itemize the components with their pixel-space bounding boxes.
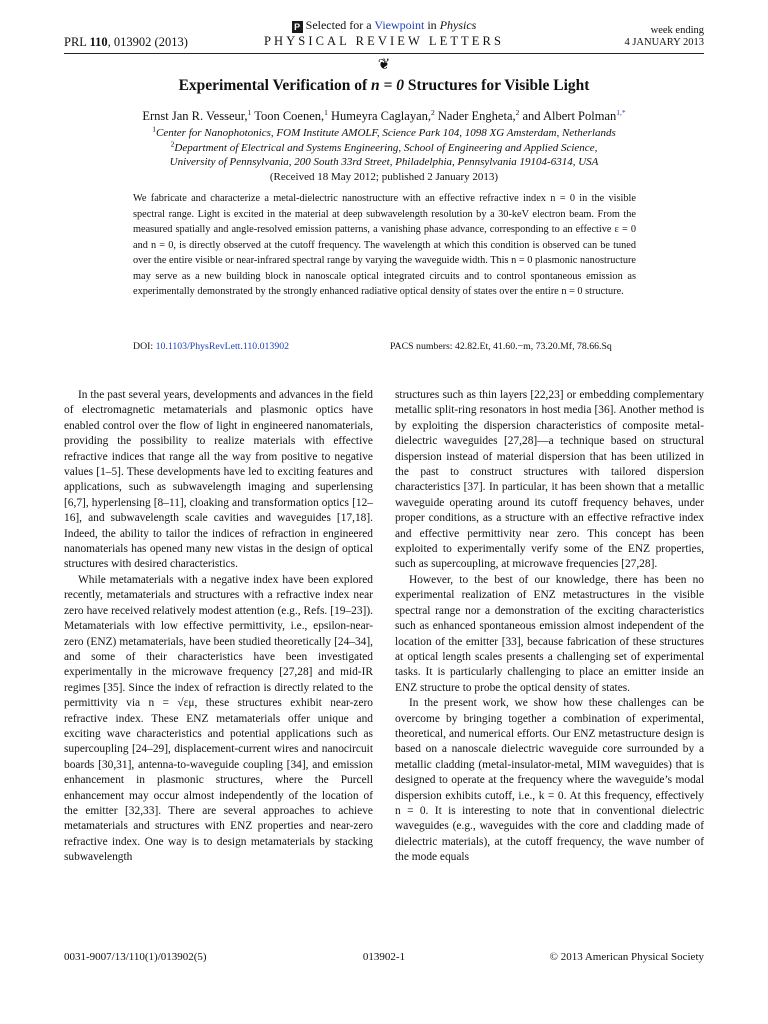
- pacs-numbers: PACS numbers: 42.82.Et, 41.60.−m, 73.20.Mf, 78.66.Sq: [390, 341, 612, 352]
- title-math: n = 0: [371, 77, 404, 94]
- citation-rest: , 013902 (2013): [107, 35, 188, 49]
- page-number: 013902-1: [362, 951, 406, 963]
- doi-link[interactable]: 10.1103/PhysRevLett.110.013902: [155, 341, 290, 352]
- selected-prefix: Selected for a: [305, 18, 375, 32]
- author-affil-sup: 1: [324, 107, 328, 117]
- author-name: and Albert Polman: [519, 109, 617, 123]
- article-title: [0, 77, 768, 95]
- body-paragraph: However, to the best of our knowledge, there has been no experimental realization of ENZ metastructures in the visible spectral range nor a demonstration of the exciting characteristics such as enhanced spontaneous emission almost independent of the location of the emitter [33], because fabrication of these structures at optical length scales presents a challenging set of experimental tasks. It is particularly challenging to place an emitter inside an ENZ structure to probe the optical density of states.: [395, 573, 704, 694]
- author-name: Humeyra Caglayan,: [327, 109, 431, 123]
- title-pre: Experimental Verification of: [178, 77, 372, 94]
- prl-logo-icon: P: [292, 21, 303, 33]
- affiliation-line: $^2$Department of Electrical and Systems Engineering, School of Engineering and Applied Science,: [170, 138, 598, 154]
- citation-volume: 110: [89, 35, 108, 49]
- week-ending: [624, 25, 704, 49]
- author-name: Toon Coenen,: [251, 109, 325, 123]
- week-ending-date: 4 JANUARY 2013: [624, 37, 704, 48]
- author-list: [0, 109, 768, 124]
- body-paragraph: While metamaterials with a negative index have been explored recently, metamaterials and structures with a refractive index near zero have received relatively modest attention (e.g., Refs. [19–23]). Metamaterials with low effective permittivity, i.e., epsilon-near-zero (ENZ) metamaterials, have been studied theoretically [24–34], and some of their characteristics have been investigated experimentally in the microwave frequency [27,28] and mid-IR regimes [35]. Since the index of refraction is directly related to the permittivity via n = √εμ, these structures exhibit near-zero refractive index. These ENZ metamaterials offer unique and exciting wave characteristics and potential applications such as supercoupling [24–29], displacement-current wires and nanocircuit boards [30,31], antenna-to-waveguide coupling [34], and emission enhancement in plasmonic structures, where the Purcell enhancement may occur almost independently of the location of the emitter [32,33]. There are several approaches to achieve metamaterials and structures with ENZ properties and near-zero refractive index. One way is to design metamaterials by stacking subwavelength: [64, 573, 373, 864]
- received-dates: (Received 18 May 2012; published 2 January 2013): [269, 170, 499, 183]
- copyright: © 2013 American Physical Society: [549, 951, 704, 963]
- journal-name: PHYSICAL REVIEW LETTERS: [263, 34, 505, 48]
- doi-label: DOI:: [133, 341, 156, 352]
- author-name: Nader Engheta,: [434, 109, 516, 123]
- author-affil-sup: 2: [431, 107, 435, 117]
- selected-in: in: [424, 18, 440, 32]
- body-paragraph: In the present work, we show how these challenges can be overcome by bringing together a combination of experimental, theoretical, and numerical efforts. Our ENZ metastructure design is based on a nanoscale dielectric waveguide core surrounded by a metallic cladding (metal-insulator-metal, MIM waveguides) that is designed to operate at the frequency where the waveguide’s modal dispersion exhibits cutoff, i.e., k = 0. At this frequency, effectively n = 0. It is interesting to note that in conventional dielectric waveguides (e.g., waveguides with the core and cladding made of dielectric materials), at the cutoff frequency, the wave number of the mode equals: [395, 697, 704, 864]
- fleuron-icon: ❦: [377, 57, 391, 73]
- author-affil-sup[interactable]: 1,*: [616, 107, 626, 117]
- author-name: Ernst Jan R. Vesseur,: [142, 109, 248, 123]
- body-paragraph: structures such as thin layers [22,23] or embedding complementary metallic split-ring resonators in host media [36]. Another method is by exploiting the dispersion characteristics of composite metal-dielectric waveguides [27,28]—a technique based on structural dispersion instead of material dispersion that has been utilized in the past to construct structures with tailored dispersion characteristics [37]. In particular, it has been shown that a metallic waveguide operating around its cutoff frequency behaves, under proper conditions, as a structure with an effective refractive index and effective permittivity near zero. This concept has been exploited to experimentally verify some of the ENZ properties, such as supercoupling, at microwave frequencies [27,28].: [395, 389, 704, 571]
- viewpoint-link[interactable]: Viewpoint: [374, 18, 425, 32]
- header-divider: [64, 53, 704, 54]
- citation-prefix: PRL: [64, 35, 90, 49]
- issn-code: 0031-9007/13/110(1)/013902(5): [64, 951, 207, 963]
- author-affil-sup: 2: [515, 107, 520, 117]
- affiliation-line: University of Pennsylvania, 200 South 33rd Street, Philadelphia, Pennsylvania 19104-6314, USA: [169, 156, 599, 168]
- body-column-right: [395, 388, 704, 866]
- physics-word: Physics: [439, 18, 477, 32]
- body-paragraph: In the past several years, developments and advances in the field of electromagnetic metamaterials and plasmonic optics have enabled control over the flow of light in engineered nanomaterials, providing the possibility to realize materials with effective refractive indices that range all the way from positive to negative values [1–5]. These developments have led to exciting features and applications, such as subwavelength imaging and superlensing [6,7], hyperlensing [8–11], cloaking and transformation optics [12–16], and subwavelength scale cavities and waveguides [17,18]. Indeed, the ability to tailor the indices of refraction in engineered nanomaterials has opened many new vistas in the design of optical structures with desired characteristics.: [64, 389, 373, 571]
- body-column-left: [64, 388, 373, 866]
- affiliation-line: $^1$Center for Nanophotonics, FOM Institute AMOLF, Science Park 104, 1098 XG Amsterdam, Netherlands: [152, 124, 616, 139]
- doi: [133, 341, 289, 352]
- abstract: We fabricate and characterize a metal-dielectric nanostructure with an effective refractive index n = 0 in the visible spectral range. Light is excited in the material at deep subwavelength resolution by a 30-keV electron beam. From the measured spatially and angle-resolved emission patterns, a vanishing phase advance, corresponding to an effective ε = 0 and n = 0, is directly observed at the cutoff frequency. The wavelength at which this condition is observed can be tuned over the entire visible or near-infrared spectral range by varying the waveguide width. This n = 0 plasmonic nanostructure may serve as a new building block in nanoscale optical integrated circuits and to control spontaneous emission as experimentally demonstrated by the strongly enhanced radiative optical density of states over the entire n = 0 structure.: [133, 193, 636, 297]
- author-affil-sup: 1: [247, 107, 252, 117]
- affiliations: [0, 126, 768, 184]
- week-ending-label: week ending: [650, 25, 704, 36]
- title-post: Structures for Visible Light: [403, 77, 590, 94]
